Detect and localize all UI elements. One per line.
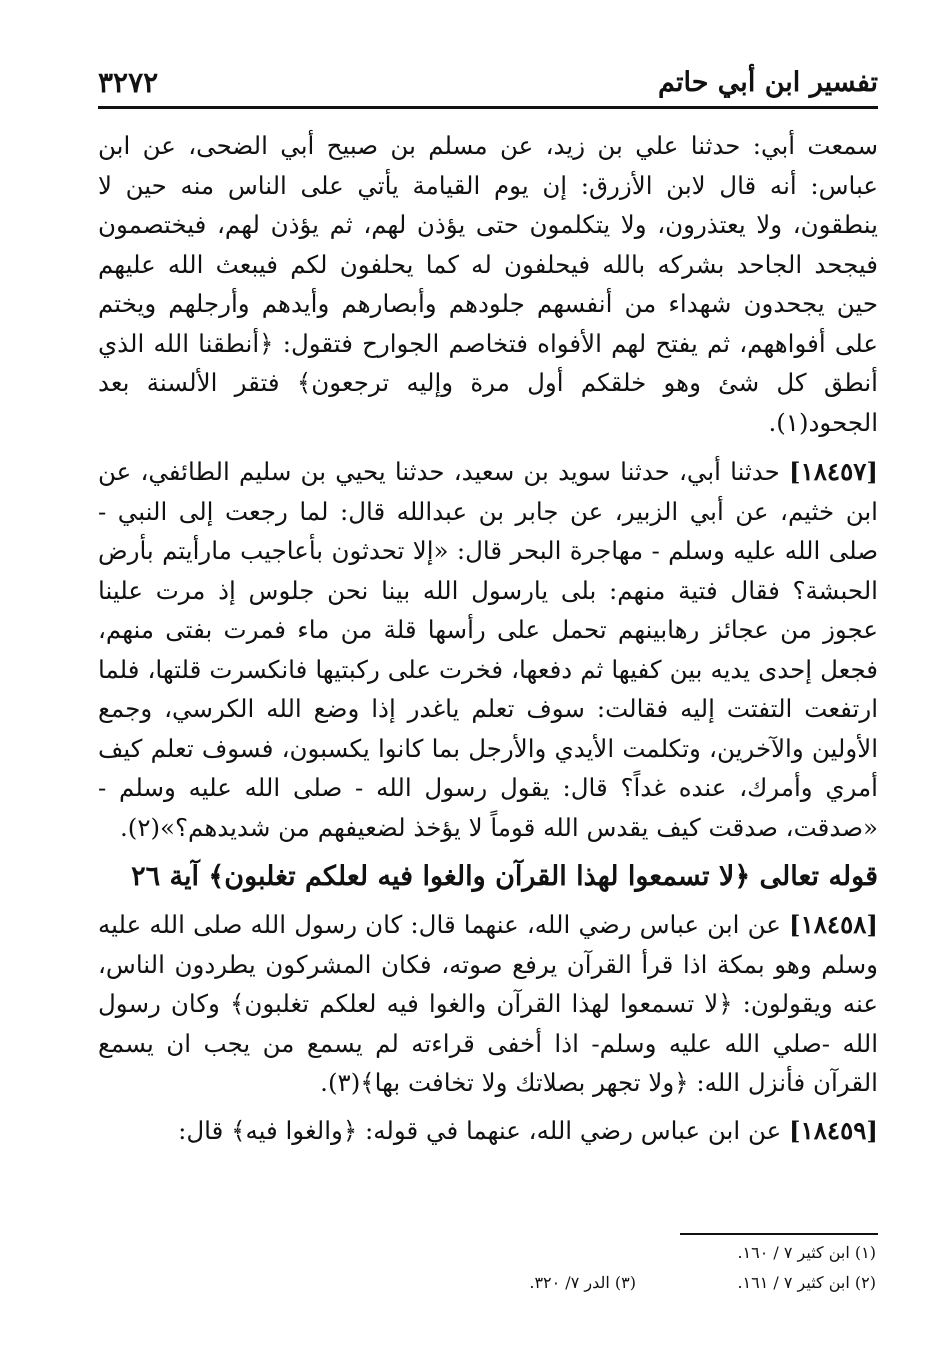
paragraph-continuation: سمعت أبي: حدثنا علي بن زيد، عن مسلم بن صبيح أبي الضحى، عن ابن عباس: أنه قال لابن الأزرق: إن يوم القيامة يأتي على الناس منه حين لا ينطقون، ولا يعتذرون، ولا يتكلمون حتى يؤذن لهم، ثم يؤذن لهم، فيختصمون فيجحد الجاحد بشركه بالله فيحلفون له كما يحلفون لكم فيبعث الله عليهم حين يجحدون شهداء من أنفسهم جلودهم وأبصارهم وأيدهم وأرجلهم ويختم على أفواههم، ثم يفتح لهم الأفواه فتخاصم الجوارح فتقول: ﴿أنطقنا الله الذي أنطق كل شئ وهو خلقكم أول مرة وإليه ترجعون﴾ فتقر الألسنة بعد الجحود(١). — [98, 131, 878, 437]
running-header — [98, 58, 878, 106]
footnote-row — [390, 1268, 876, 1298]
footnotes — [390, 1238, 876, 1298]
hadith-18458 — [98, 905, 878, 1103]
hadith-text: عن ابن عباس رضي الله، عنهما قال: كان رسول الله صلى الله عليه وسلم وهو بمكة اذا قرأ القرآن يرفع صوته، فكان المشركون يطردون الناس، عنه ويقولون: ﴿لا تسمعوا لهذا القرآن والغوا فيه لعلكم تغلبون﴾ وكان رسول الله -صلي الله عليه وسلم- اذا أخفى قراءته لم يسمع من يجب ان يسمع القرآن فأنزل الله: ﴿ولا تجهر بصلاتك ولا تخافت بها﴾(٣). — [98, 910, 878, 1097]
hadith-text: عن ابن عباس رضي الله، عنهما في قوله: ﴿والغوا فيه﴾ قال: — [178, 1115, 790, 1145]
hadith-18459 — [98, 1111, 878, 1151]
footnote-row — [390, 1238, 876, 1268]
hadith-number: [١٨٤٥٧] — [789, 457, 878, 486]
footnote-3: (٣) الدر ٧/ ٣٢٠. — [529, 1273, 636, 1292]
hadith-number: [١٨٤٥٨] — [789, 910, 878, 939]
footnote-1: (١) ابن كثير ٧ / ١٦٠. — [737, 1243, 876, 1262]
book-title: تفسير ابن أبي حاتم — [658, 66, 878, 98]
hadith-18457 — [98, 452, 878, 847]
hadith-number: [١٨٤٥٩] — [789, 1115, 878, 1145]
footnote-rule — [680, 1233, 878, 1235]
page-number: ٣٢٧٢ — [98, 65, 159, 99]
footnote-2: (٢) ابن كثير ٧ / ١٦١. — [737, 1273, 876, 1292]
header-rule — [98, 106, 878, 109]
hadith-text: حدثنا أبي، حدثنا سويد بن سعيد، حدثنا يحيي بن سليم الطائفي، عن ابن خثيم، عن أبي الزبير، عن جابر بن عبدالله قال: لما رجعت إلى النبي - صلى الله عليه وسلم - مهاجرة البحر قال: «إلا تحدثون بأعاجيب مارأيتم بأرض الحبشة؟ فقال فتية منهم: بلى يارسول الله بينا نحن جلوس إذ مرت علينا عجوز من عجائز رهابينهم تحمل على رأسها قلة من ماء فمرت بفتى منهم، فجعل إحدى يديه بين كفيها ثم دفعها، فخرت على ركبتيها فانكسرت قلتها، فلما ارتفعت التفتت إليه فقالت: سوف تعلم ياغدر إذا وضع الله الكرسي، وجمع الأولين والآخرين، وتكلمت الأيدي والأرجل بما كانوا يكسبون، فسوف تعلم كيف أمري وأمرك، عنده غداً؟ قال: يقول رسول الله - صلى الله عليه وسلم - «صدقت، صدقت كيف يقدس الله قوماً لا يؤخذ لضعيفهم من شديدهم؟»(٢). — [98, 457, 878, 842]
main-text — [98, 126, 878, 1158]
verse-heading: قوله تعالى ﴿لا تسمعوا لهذا القرآن والغوا فيه لعلكم تغلبون﴾ آية ٢٦ — [131, 861, 878, 892]
